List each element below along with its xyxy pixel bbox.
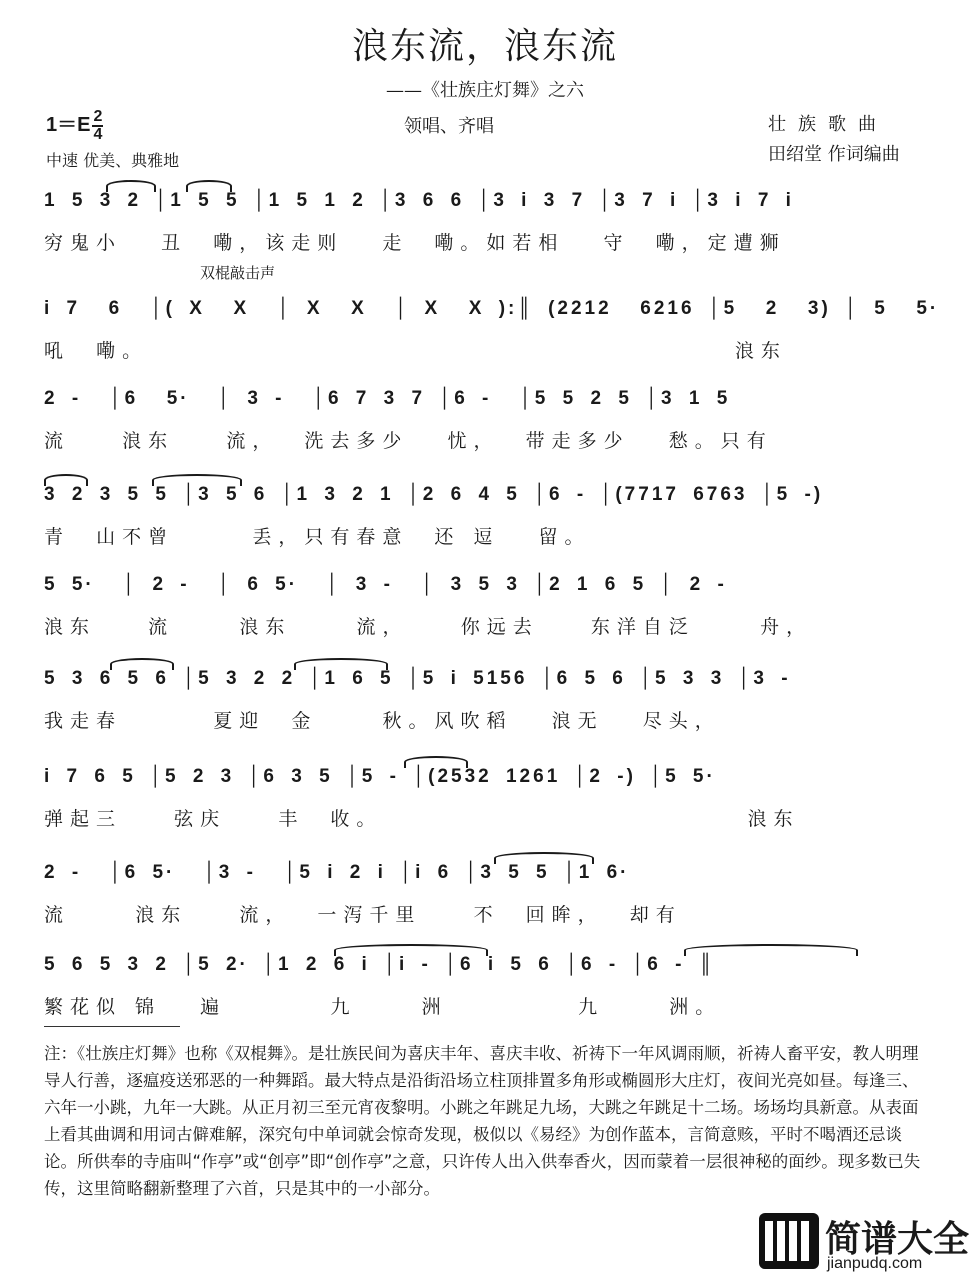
slur <box>152 474 242 486</box>
lyrics-line: 弹起三 弦庆 丰 收。 浪东 <box>44 808 800 830</box>
logo-text: 简谱大全 <box>825 1219 970 1260</box>
lyrics-line: 流 浪东 流， 洗去多少 忧， 带走多少 愁。只有 <box>44 430 773 452</box>
notation-line: 5 3 6 5 6 │5 3 2 2 │1 6 5 │5 i 5156 │6 5 6 │5 3 3 │3 - <box>44 668 791 689</box>
music-system-1 <box>44 186 930 278</box>
music-system-9 <box>44 950 930 1042</box>
slur <box>334 944 488 956</box>
notation-line: 2 - │6 5· │3 - │5 i 2 i │i 6 │3 5 5 │1 6· <box>44 862 630 883</box>
footnote-divider <box>44 1026 180 1027</box>
lyrics-line: 浪东 流 浪东 流， 你远去 东洋自泛 舟， <box>44 616 813 638</box>
notation-line: 5 6 5 3 2 │5 2· │1 2 6 i │i - │6 i 5 6 │6 - │6 - ║ <box>44 954 716 975</box>
slur <box>110 658 174 670</box>
slur <box>186 180 232 192</box>
time-numerator: 2 <box>93 107 103 125</box>
music-system-6 <box>44 664 930 756</box>
lyrics-line: 穷鬼小 丑 嘞，该走则 走 嘞。如若相 守 嘞，定遭狮 <box>44 232 786 254</box>
music-system-3 <box>44 384 930 476</box>
slur <box>294 658 388 670</box>
lyrics-line: 吼 嘞。 浪东 <box>44 340 787 362</box>
site-logo[interactable] <box>759 1209 970 1279</box>
slur <box>44 474 88 486</box>
slur <box>106 180 156 192</box>
music-system-8 <box>44 858 930 950</box>
performance-style: 领唱、齐唱 <box>404 116 494 137</box>
author-credit: 田绍堂 作词编曲 <box>768 144 900 165</box>
score-title: 浪东流，浪东流 <box>351 26 618 67</box>
key-signature <box>46 108 103 143</box>
footnote: 注：《壮族庄灯舞》也称《双棍舞》。是壮族民间为喜庆丰年、喜庆丰收、祈祷下一年风调雨顺，祈祷人畜平安，教人明理导人行善，逐瘟疫送邪恶的一种舞蹈。最大特点是沿街沿场立柱顶排置多角形或椭圆形大庄灯，夜间光亮如昼。每逢三、六年一小跳，九年一大跳。从正月初三至元宵夜黎明。小跳之年跳足九场，大跳之年跳足十二场。场场均具新意。从表面上看其曲调和用词古僻难解，深究句中单词就会惊奇发现，极似以《易经》为创作蓝本，言简意赅，平时不喝酒还忌谈论。所供奉的寺庙叫“作亭”或“创亭”即“创作亭”之意，只许传人出入供奉香火，因而蒙着一层很神秘的面纱。现多数已失传，这里简略翻新整理了六首，只是其中的一小部分。 <box>44 1044 921 1198</box>
notation-line: 1 5 3 2 │1 5 5 │1 5 1 2 │3 6 6 │3 i 3 7 │3 7 i │3 i 7 i <box>44 190 794 211</box>
notation-line: 3 2 3 5 5 │3 5 6 │1 3 2 1 │2 6 4 5 │6 - │(7717 6763 │5 -) <box>44 484 824 505</box>
music-system-4 <box>44 480 930 572</box>
slur <box>684 944 858 956</box>
music-system-7 <box>44 762 930 854</box>
tempo-marking: 中速 优美、典雅地 <box>46 151 180 170</box>
lyrics-line: 青 山不曾 丢，只有春意 还 逗 留。 <box>44 526 591 548</box>
lyrics-line: 繁花似 锦 遍 九 洲 九 洲。 <box>44 996 722 1018</box>
score-subtitle: ——《壮族庄灯舞》之六 <box>386 80 584 101</box>
key-label: 1＝E <box>46 114 91 136</box>
lyrics-line: 我走春 夏迎 金 秋。风吹稻 浪无 尽头， <box>44 710 721 732</box>
slur <box>494 852 594 864</box>
music-system-2 <box>44 294 940 386</box>
piano-keys-icon <box>759 1213 819 1269</box>
lyrics-line: 流 浪东 流， 一泻千里 不 回眸， 却有 <box>44 904 682 926</box>
notation-line: 5 5· │ 2 - │ 6 5· │ 3 - │ 3 5 3 │2 1 6 5 │ 2 - <box>44 574 727 595</box>
slur <box>404 756 468 768</box>
genre-credit: 壮族歌曲 <box>768 114 888 135</box>
time-denominator: 4 <box>93 125 103 143</box>
notation-line: i 7 6 │( X X │ X X │ X X ):║ (2212 6216 │5 2 3) │ 5 5· <box>44 298 940 319</box>
notation-line: 2 - │6 5· │ 3 - │6 7 3 7 │6 - │5 5 2 5 │3 1 5 <box>44 388 731 409</box>
logo-url: jianpudq.com <box>827 1255 923 1272</box>
notation-line: i 7 6 5 │5 2 3 │6 3 5 │5 - │(2532 1261 │2 -) │5 5· <box>44 766 716 787</box>
percussion-annotation: 双棍敲击声 <box>200 264 276 282</box>
time-signature <box>92 109 103 143</box>
music-system-5 <box>44 570 930 662</box>
